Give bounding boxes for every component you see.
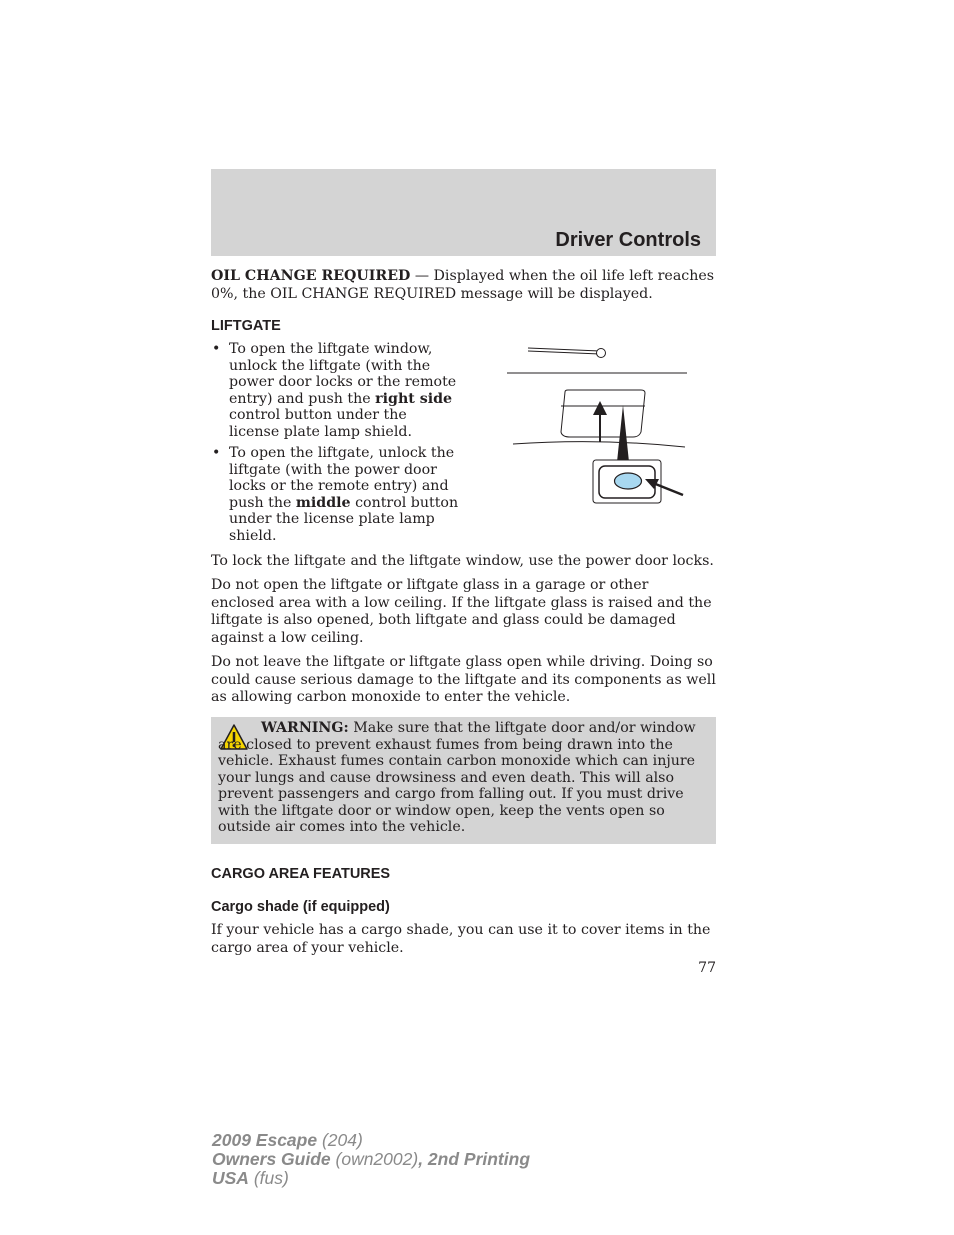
header-band <box>211 169 716 256</box>
bullet2-before: To open the liftgate, unlock the liftgate (with the power door locks or the remote entry) and push the <box>229 445 455 511</box>
cargo-paragraph: If your vehicle has a cargo shade, you can use it to cover items in the cargo area of your vehicle. <box>211 922 711 956</box>
footer-printing: , 2nd Printing <box>418 1149 531 1169</box>
footer-line-2 <box>212 1150 530 1169</box>
ceiling-paragraph: Do not open the liftgate or liftgate glass in a garage or other enclosed area with a low ceiling. If the liftgate glass is raised and the liftgate is also opened, both liftgate and glass could be damaged against a low ceiling. <box>211 577 712 646</box>
footer-model-code: (204) <box>317 1130 363 1150</box>
oil-change-text: — Displayed when the oil life left reaches 0%, the OIL CHANGE REQUIRED message will be displayed. <box>211 268 715 302</box>
oil-change-label: OIL CHANGE REQUIRED <box>211 268 411 284</box>
bullet1-before: To open the liftgate window, unlock the liftgate (with the power door locks or the remote entry) and push the <box>229 341 457 407</box>
bullet2-bold: middle <box>295 494 351 511</box>
warning-label: WARNING: <box>261 720 349 736</box>
wiper-illustration <box>528 348 600 354</box>
footer-guide: Owners Guide <box>212 1149 331 1169</box>
bullet1-after: control button under the license plate lamp shield. <box>229 407 412 440</box>
bullet-dot: • <box>212 445 221 461</box>
footer-line-1 <box>212 1131 530 1150</box>
footer <box>212 1131 530 1188</box>
section-title: Driver Controls <box>555 229 701 251</box>
footer-model: 2009 Escape <box>212 1130 318 1150</box>
bullet2-after: control button under the license plate lamp shield. <box>229 494 459 544</box>
warning-text <box>218 720 710 836</box>
footer-line-3 <box>212 1169 530 1188</box>
footer-guide-code: (own2002) <box>330 1149 419 1169</box>
liftgate-bullet-list <box>211 341 461 549</box>
lock-paragraph: To lock the liftgate and the liftgate window, use the power door locks. <box>211 553 714 569</box>
liftgate-heading: LIFTGATE <box>211 318 281 334</box>
oil-change-paragraph <box>211 268 716 303</box>
liftgate-button-diagram <box>505 340 695 505</box>
liftgate-button <box>615 473 642 489</box>
bullet-dot: • <box>212 341 221 357</box>
cargo-subheading: Cargo shade (if equipped) <box>211 899 390 915</box>
driving-paragraph: Do not leave the liftgate or liftgate glass open while driving. Doing so could cause serious damage to the liftgate and its components as well as allowing carbon monoxide to enter the vehicle. <box>211 654 716 706</box>
footer-market-code: (fus) <box>248 1168 289 1188</box>
page-number: 77 <box>698 960 716 976</box>
wiper-pivot <box>597 349 606 358</box>
footer-market: USA <box>212 1168 249 1188</box>
cargo-heading: CARGO AREA FEATURES <box>211 866 391 882</box>
body-curve <box>513 442 685 447</box>
warning-body: Make sure that the liftgate door and/or window are closed to prevent exhaust fumes from being drawn into the vehicle. Exhaust fumes contain carbon monoxide which can injure your lungs and cause drowsiness and even death. This will also prevent passengers and cargo from falling out. If you must drive with the liftgate door or window open, keep the vents open so outside air comes into the vehicle. <box>218 720 696 835</box>
list-item <box>211 341 461 440</box>
list-item <box>211 445 461 544</box>
warning-box <box>211 717 716 844</box>
bullet1-bold: right side <box>375 390 453 407</box>
